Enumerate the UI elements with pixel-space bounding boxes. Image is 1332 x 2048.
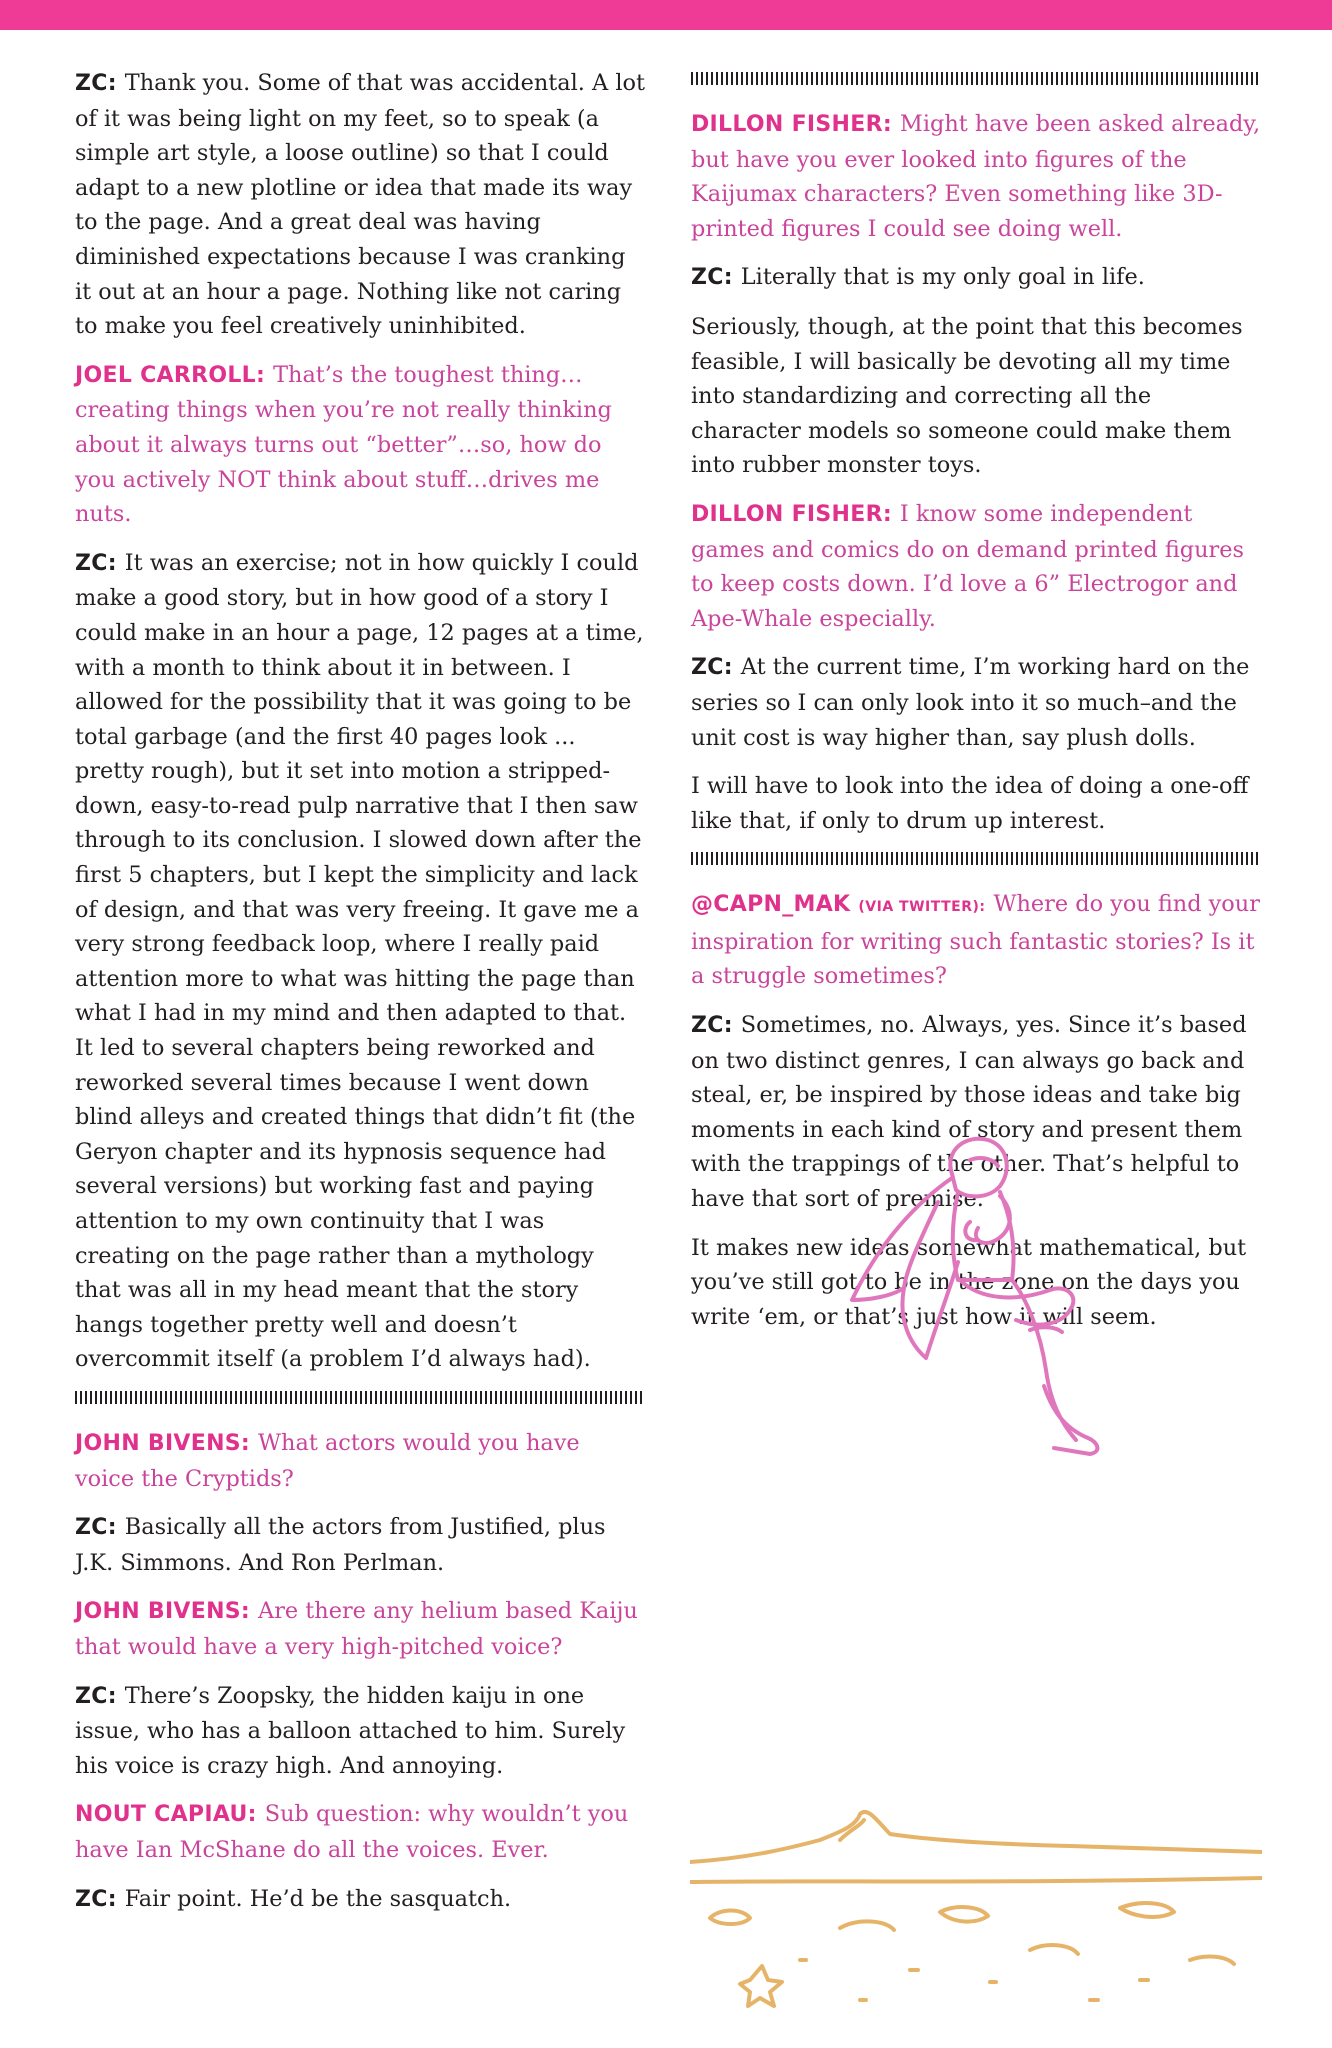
answer-text: Basically all the actors from Justified, plus J.K. Simmons. And Ron Perlman.: [75, 1514, 606, 1576]
answer-text: Sometimes, no. Always, yes. Since it’s based on two distinct genres, I can always go back and steal, er, be inspired by those ideas and take big moments in each kind of story and present them with the trappings of the other. That’s helpful to have that sort of premise.: [691, 1012, 1247, 1213]
question-entry: [691, 497, 1261, 636]
answer-speaker: ZC:: [75, 1683, 117, 1709]
question-speaker: JOEL CARROLL:: [75, 362, 266, 388]
answer-text: There’s Zoopsky, the hidden kaiju in one issue, who has a balloon attached to him. Surely his voice is crazy high. And annoying.: [75, 1682, 626, 1779]
crater-6: [1190, 1957, 1234, 1964]
answer-text: Thank you. Some of that was accidental. A lot of it was being light on my feet, so to speak (a simple art style, a loose outline) so that I could adapt to a new plotline or idea that made its way to the page. And a great deal was having diminished expectations because I was cranking it out at an hour a page. Nothing like not caring to make you feel creatively uninhibited.: [75, 70, 645, 340]
ground-line-2: [690, 1878, 1262, 1882]
answer-entry: [691, 310, 1261, 483]
answer-text: At the current time, I’m working hard on the series so I can only look into it so much–and the unit cost is way higher than, say plush dolls.: [691, 654, 1250, 751]
answer-speaker: ZC:: [691, 1013, 733, 1039]
ground-terrain-illustration: [690, 1800, 1262, 2025]
question-text: I know some independent games and comics do on demand printed figures to keep costs down. I’d love a 6” Electrogor and Ape-Whale especially.: [691, 500, 1244, 632]
question-speaker: DILLON FISHER:: [691, 112, 892, 137]
crater-4: [1030, 1945, 1078, 1954]
answer-text: Literally that is my only goal in life.: [740, 264, 1145, 291]
answer-entry: [75, 1510, 645, 1580]
question-entry: [691, 107, 1261, 246]
question-text: What actors would you have voice the Cryptids?: [75, 1429, 580, 1492]
answer-text: Seriously, though, at the point that this becomes feasible, I will basically be devoting all my time into standardizing and correcting all the character models so someone could make them into rubber monster toys.: [691, 313, 1243, 479]
answer-speaker: ZC:: [75, 71, 117, 96]
rock-star: [740, 1966, 782, 2006]
question-entry: [691, 887, 1261, 994]
pebbles: [800, 1960, 1148, 2000]
answer-entry: [75, 1679, 645, 1784]
question-speaker: NOUT CAPIAU:: [75, 1802, 257, 1828]
answer-speaker: ZC:: [75, 550, 117, 576]
answer-entry: [75, 66, 645, 344]
question-entry: [75, 1594, 645, 1664]
left-column: [75, 66, 645, 1931]
question-speaker: @CAPN_MAK: [691, 892, 851, 918]
hero-cape: [852, 1178, 958, 1358]
question-speaker: DILLON FISHER:: [691, 501, 892, 527]
hero-leg-lower: [1012, 1280, 1076, 1440]
crater-5: [1120, 1903, 1174, 1917]
hero-arm: [976, 1196, 1010, 1243]
answer-speaker: ZC:: [75, 1886, 117, 1912]
question-entry: [75, 1426, 645, 1496]
hero-visor: [970, 1158, 998, 1166]
crater-3: [940, 1907, 988, 1922]
answer-text: Fair point. He’d be the sasquatch.: [124, 1885, 512, 1912]
question-text: Are there any helium based Kaiju that would have a very high-pitched voice?: [75, 1598, 638, 1660]
question-entry: [75, 1797, 645, 1867]
answer-speaker: ZC:: [691, 265, 733, 291]
question-entry: [75, 358, 645, 532]
question-speaker: JOHN BIVENS:: [75, 1430, 251, 1456]
caped-hero-illustration: [840, 1130, 1140, 1460]
hero-boot-top: [1030, 1327, 1062, 1332]
answer-entry: [691, 260, 1261, 296]
answer-speaker: ZC:: [75, 1515, 117, 1541]
section-separator: [75, 1391, 645, 1404]
question-speaker: JOHN BIVENS:: [75, 1599, 251, 1625]
answer-text: It makes new ideas somewhat mathematical, but you’ve still got to be in the zone on the days you write ‘em, or that’s just how it will seem.: [691, 1234, 1247, 1330]
section-separator: [691, 72, 1261, 85]
answer-entry: [691, 650, 1261, 755]
top-accent-bar: [0, 0, 1332, 30]
answer-entry: [75, 546, 645, 1377]
crater-1: [710, 1911, 750, 1925]
answer-text: It was an exercise; not in how quickly I could make a good story, but in how good of a story I could make in an hour a page, 12 pages at a time, with a month to think about it in between. I allowed for the possibility that it was going to be total garbage (and the first 40 pages look ... pretty rough), but it set into motion a stripped-down, easy-to-read pulp narrative that I then saw through to its conclusion. I slowed down after the first 5 chapters, but I kept the simplicity and lack of design, and that was very freeing. It gave me a very strong feedback loop, where I really paid attention more to what was hitting the page than what I had in my mind and then adapted to that. It led to several chapters being reworked and reworked several times because I went down blind alleys and created things that didn’t fit (the Geryon chapter and its hypnosis sequence had several versions) but working fast and paying attention to my own continuity that I was creating on the page rather than a mythology that was all in my head meant that the story hangs together pretty well and doesn’t overcommit itself (a problem I’d always had).: [75, 549, 644, 1373]
question-text: Sub question: why wouldn’t you have Ian McShane do all the voices. Ever.: [75, 1801, 629, 1863]
question-text: Might have been asked already, but have you ever looked into figures of the Kaijumax characters? Even something like 3D-printed figures I could see doing well.: [691, 111, 1261, 242]
answer-speaker: ZC:: [691, 655, 733, 681]
speaker-note: (VIA TWITTER):: [858, 899, 986, 916]
question-text: Where do you find your inspiration for writing such fantastic stories? Is it a struggle sometimes?: [691, 891, 1260, 990]
answer-text: I will have to look into the idea of doing a one-off like that, if only to drum up interest.: [691, 773, 1249, 834]
crater-2: [840, 1921, 894, 1930]
answer-entry: [75, 1882, 645, 1918]
section-separator: [691, 852, 1261, 865]
mountain-ridge: [690, 1812, 1262, 1862]
answer-entry: [691, 769, 1261, 838]
question-text: That’s the toughest thing… creating things when you’re not really thinking about it always turns out “better”…so, how do you actively NOT think about stuff…drives me nuts.: [75, 361, 612, 528]
